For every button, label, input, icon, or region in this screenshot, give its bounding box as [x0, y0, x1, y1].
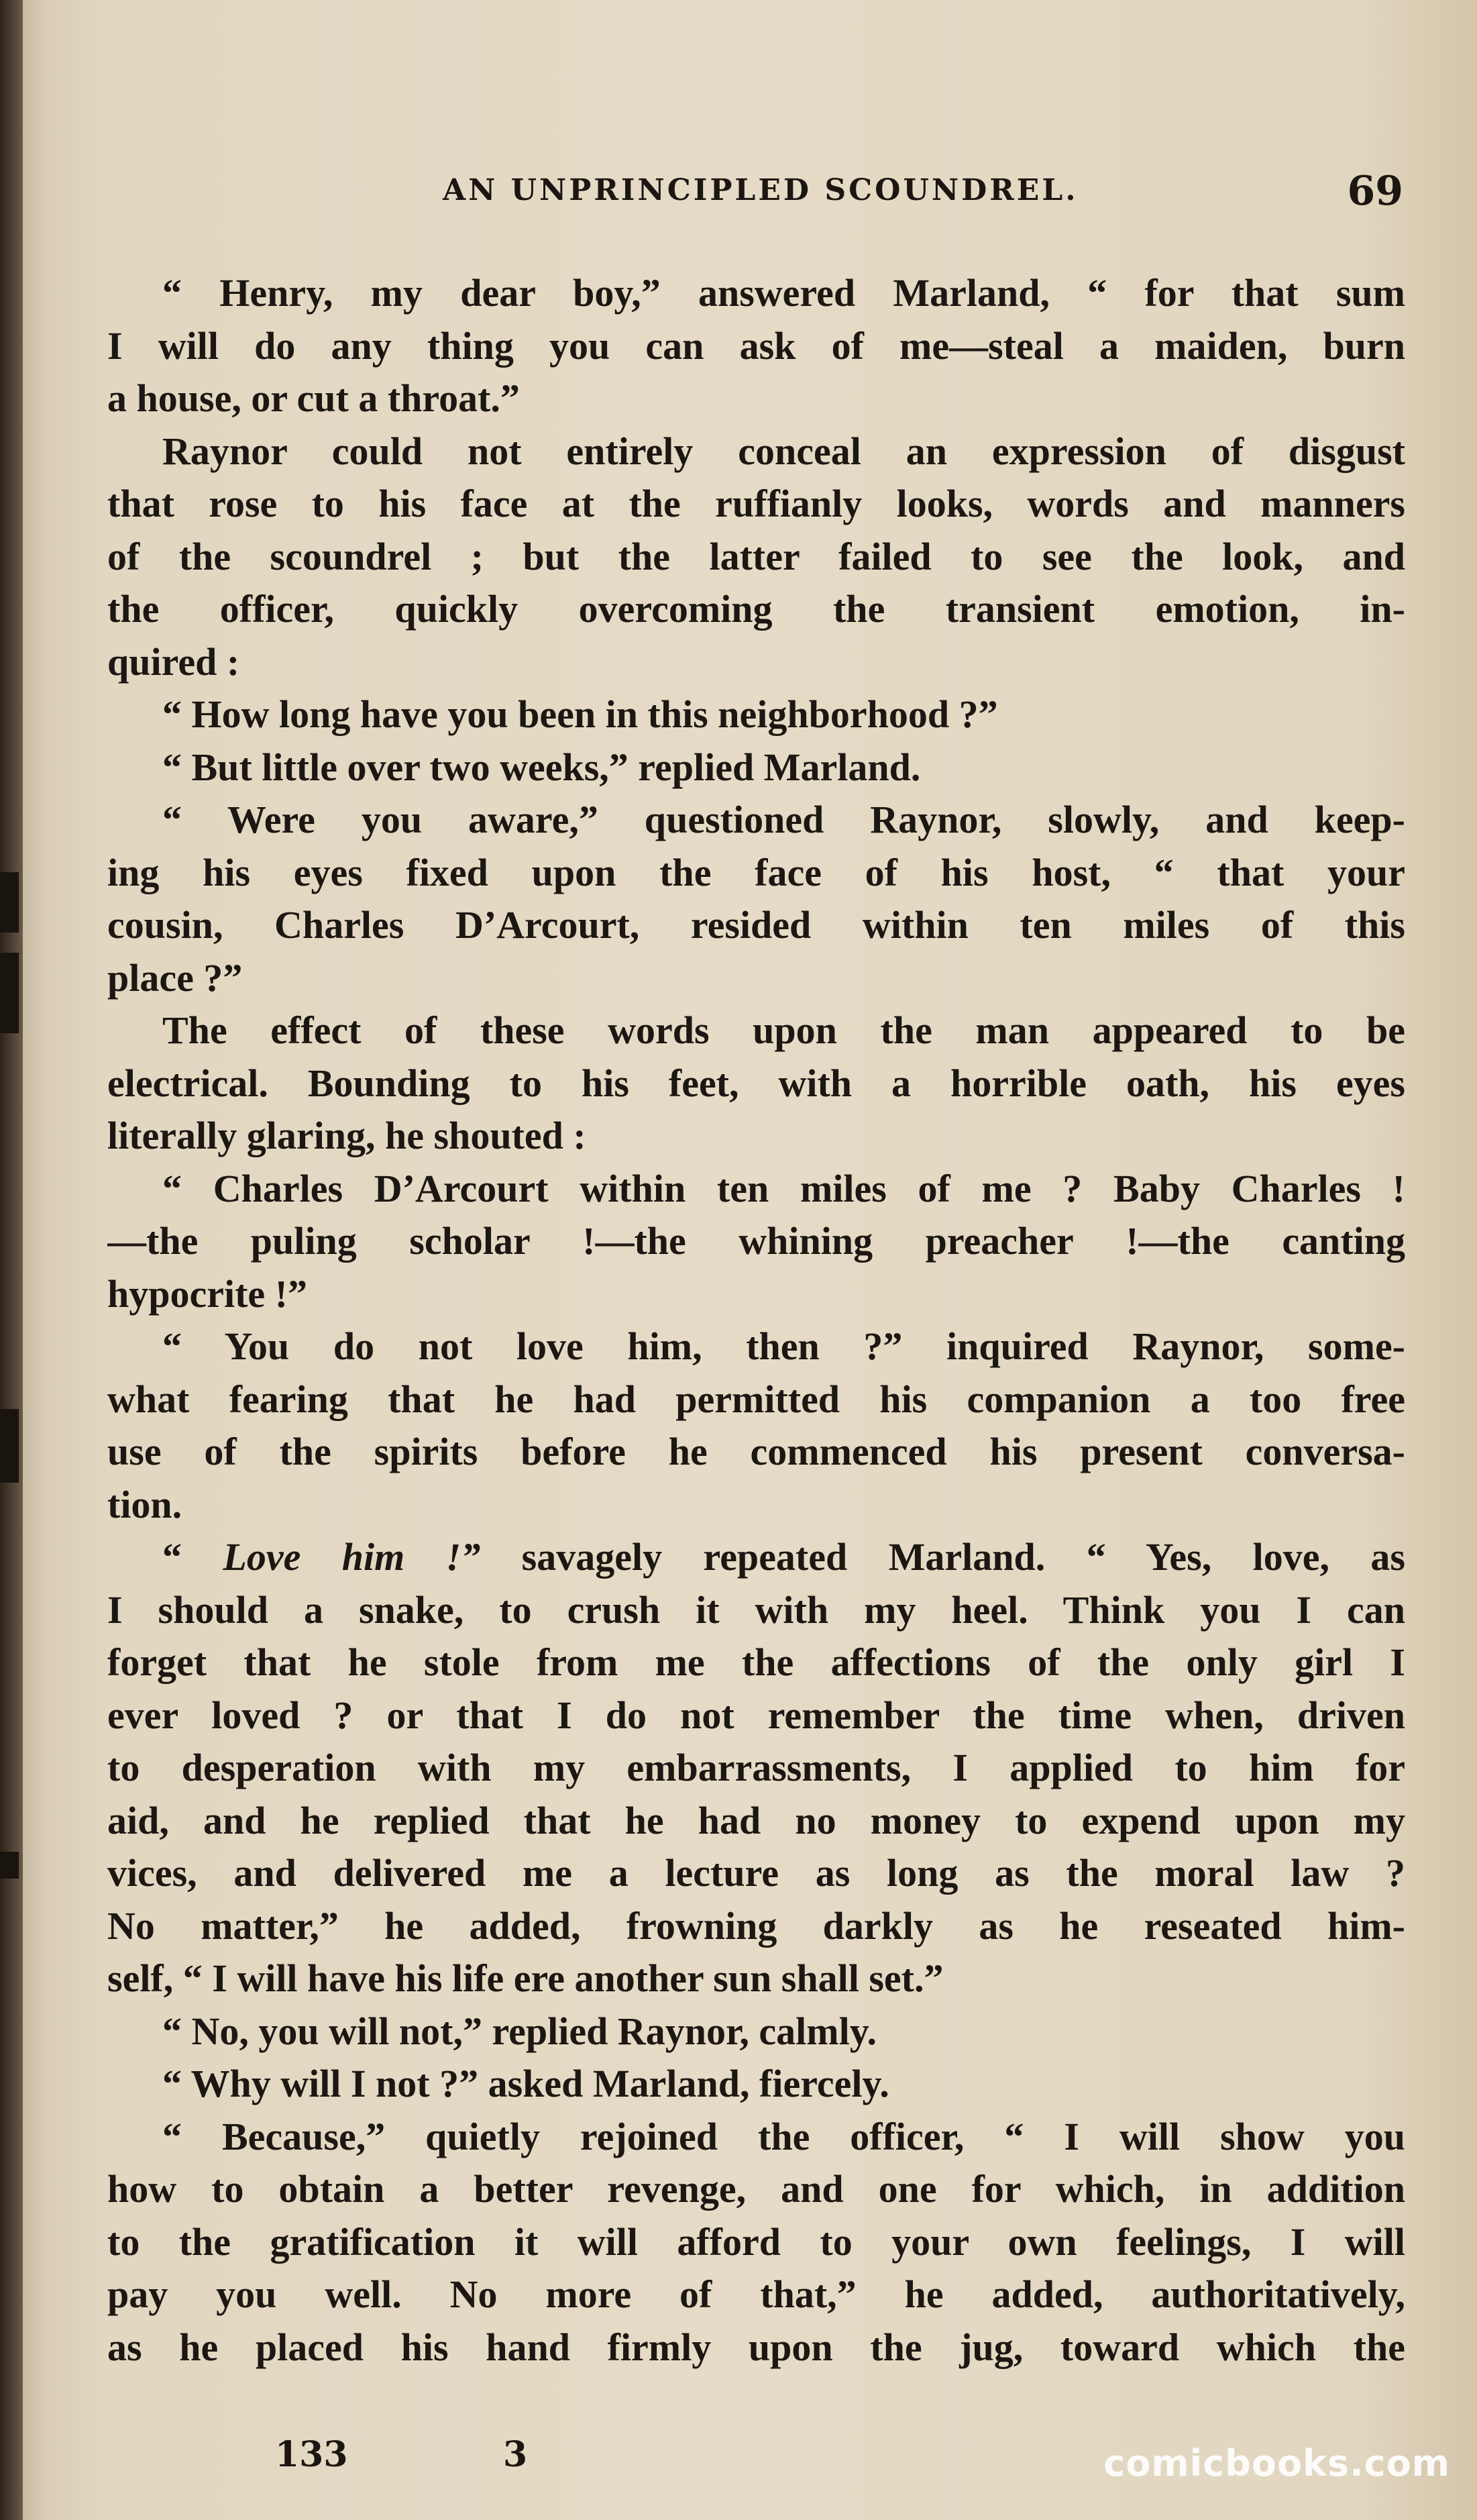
page-edge-tear [0, 1852, 19, 1879]
text-line: forget that he stole from me the affections of the only girl I [107, 1640, 1405, 1684]
page-number: 69 [1347, 168, 1403, 215]
text-line: what fearing that he had permitted his companion a too free [107, 1377, 1405, 1421]
text-line: the officer, quickly overcoming the transient emotion, in- [107, 587, 1405, 631]
text-line: place ?” [107, 955, 243, 1000]
text-line: “ You do not love him, then ?” inquired Raynor, some- [162, 1324, 1405, 1368]
text-line-with-italic [107, 1531, 1405, 1584]
text-line: —the puling scholar !—the whining preacher !—the canting [107, 1219, 1405, 1263]
italic-phrase: Love him !” [223, 1535, 481, 1579]
text-line: “ Henry, my dear boy,” answered Marland, “ for that sum [162, 271, 1405, 315]
text-line: vices, and delivered me a lecture as long as the moral law ? [107, 1851, 1405, 1895]
text-line: of the scoundrel ; but the latter failed to see the look, and [107, 534, 1405, 578]
text-line: hypocrite !” [107, 1271, 307, 1316]
text-line: I will do any thing you can ask of me—steal a maiden, burn [107, 323, 1405, 368]
text-line: electrical. Bounding to his feet, with a horrible oath, his eyes [107, 1061, 1405, 1105]
text-line: tion. [107, 1482, 182, 1526]
text-line: “ Why will I not ?” asked Marland, fiercely. [162, 2062, 889, 2105]
text-line: “ Were you aware,” questioned Raynor, slowly, and keep- [162, 798, 1405, 841]
text-line: The effect of these words upon the man appeared to be [162, 1008, 1405, 1052]
signature-mark-right: 3 [503, 2434, 528, 2475]
quote-open: “ [162, 1535, 223, 1579]
text-line: No matter,” he added, frowning darkly as he reseated him- [107, 1903, 1405, 1948]
book-spine-shadow [0, 0, 23, 2520]
signature-mark-left: 133 [275, 2434, 348, 2475]
page-edge-tear [0, 872, 19, 933]
text-line: ever loved ? or that I do not remember the time when, driven [107, 1693, 1405, 1737]
text-line: quired : [107, 639, 240, 684]
text-line: literally glaring, he shouted : [107, 1114, 586, 1157]
text-line: Raynor could not entirely conceal an expression of disgust [162, 429, 1405, 473]
text-line: “ But little over two weeks,” replied Marland. [162, 745, 921, 789]
text-line: ing his eyes fixed upon the face of his host, “ that your [107, 850, 1405, 894]
text-line: a house, or cut a throat.” [107, 376, 520, 420]
text-line: “ How long have you been in this neighborhood ?” [162, 692, 998, 736]
text-line: “ Because,” quietly rejoined the officer, “ I will show you [162, 2114, 1405, 2158]
page-edge-tear [0, 953, 19, 1033]
text-line: aid, and he replied that he had no money to expend upon my [107, 1798, 1405, 1842]
line-remainder: savagely repeated Marland. “ Yes, love, as [480, 1535, 1405, 1579]
text-line: cousin, Charles D’Arcourt, resided within ten miles of this [107, 903, 1405, 947]
text-line: that rose to his face at the ruffianly looks, words and manners [107, 482, 1405, 525]
text-line: “ No, you will not,” replied Raynor, calmly. [162, 2009, 877, 2053]
text-line: pay you well. No more of that,” he added, authoritatively, [107, 2272, 1405, 2316]
page-edge-tear [0, 1409, 19, 1483]
text-line: I should a snake, to crush it with my heel. Think you I can [107, 1587, 1405, 1632]
text-line: use of the spirits before he commenced his present conversa- [107, 1430, 1405, 1473]
text-line: to the gratification it will afford to your own feelings, I will [107, 2219, 1405, 2264]
running-title: AN UNPRINCIPLED SCOUNDREL. [443, 173, 1079, 207]
text-line: to desperation with my embarrassments, I applied to him for [107, 1746, 1405, 1789]
watermark: comicbooks.com [1103, 2442, 1450, 2484]
text-line: as he placed his hand firmly upon the jug, toward which the [107, 2325, 1405, 2369]
text-line: how to obtain a better revenge, and one for which, in addition [107, 2167, 1405, 2211]
text-line: “ Charles D’Arcourt within ten miles of me ? Baby Charles ! [162, 1166, 1405, 1210]
body-text [107, 267, 1405, 2374]
page-header [107, 168, 1403, 215]
text-line: self, “ I will have his life ere another sun shall set.” [107, 1956, 944, 2000]
